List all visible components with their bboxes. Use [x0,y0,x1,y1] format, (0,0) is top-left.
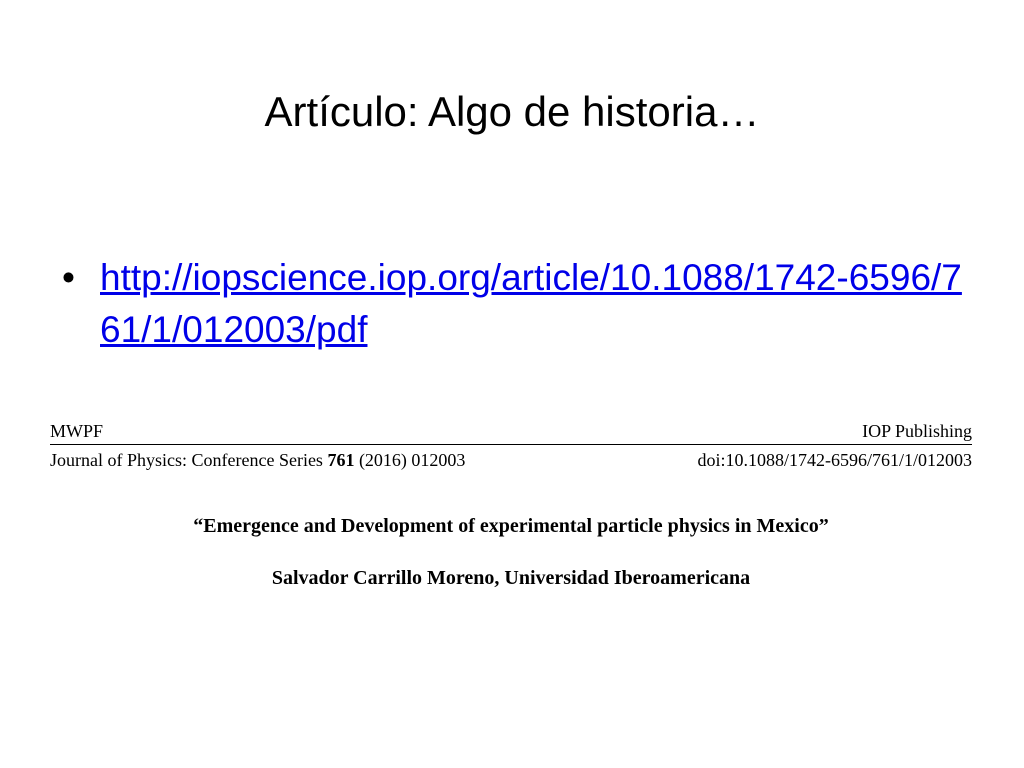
conference-name: MWPF [50,421,104,441]
journal-citation [50,449,465,471]
journal-year-number: (2016) 012003 [354,450,466,470]
journal-volume: 761 [327,450,355,470]
paper-excerpt [50,420,972,591]
bullet-icon: • [62,257,75,298]
article-pdf-link[interactable]: http://iopscience.iop.org/article/10.1088/1742-6596/761/1/012003/pdf [100,257,962,350]
paper-subheader [50,449,972,471]
paper-title: “Emergence and Development of experimental particle physics in Mexico” [193,515,829,537]
publisher-name: IOP Publishing [862,421,972,441]
journal-name: Journal of Physics: Conference Series [50,450,328,470]
bullet-list [62,252,962,356]
slide-title: Artículo: Algo de historia… [264,88,760,135]
paper-author: Salvador Carrillo Moreno, Universidad Iberoamericana [271,567,751,589]
paper-header [50,420,972,442]
header-divider [50,444,972,445]
list-item [62,252,962,356]
paper-doi: doi:10.1088/1742-6596/761/1/012003 [697,450,972,470]
